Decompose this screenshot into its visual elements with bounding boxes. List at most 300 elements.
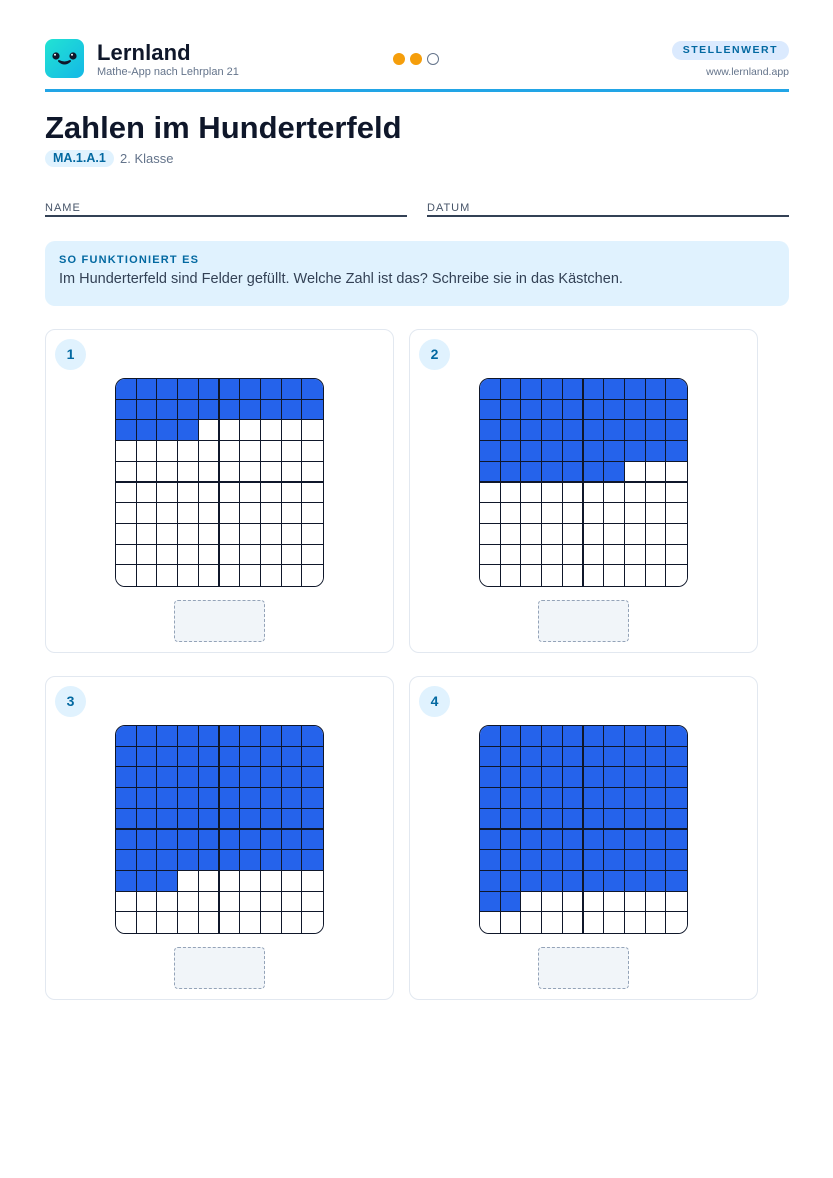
grid-cell-filled — [542, 441, 563, 462]
grid-cell-empty — [178, 441, 199, 462]
grid-cell-filled — [542, 809, 563, 830]
grid-cell-empty — [137, 892, 158, 913]
grid-cell-filled — [116, 747, 137, 768]
grid-cell-filled — [480, 400, 501, 421]
grade-label: 2. Klasse — [120, 151, 174, 166]
grid-cell-empty — [563, 892, 584, 913]
grid-cell-filled — [116, 850, 137, 871]
grid-cell-empty — [302, 912, 323, 933]
grid-cell-filled — [625, 420, 646, 441]
grid-cell-empty — [261, 462, 282, 483]
answer-box[interactable] — [538, 947, 629, 989]
grid-cell-empty — [521, 545, 542, 566]
grid-cell-empty — [178, 871, 199, 892]
grid-cell-filled — [116, 788, 137, 809]
grid-cell-empty — [157, 524, 178, 545]
grid-cell-filled — [178, 788, 199, 809]
grid-cell-filled — [604, 830, 625, 851]
grid-cell-filled — [542, 462, 563, 483]
grid-cell-filled — [199, 850, 220, 871]
grid-cell-empty — [220, 565, 241, 586]
grid-cell-filled — [521, 726, 542, 747]
grid-cell-empty — [584, 565, 605, 586]
task-card — [409, 676, 758, 1000]
grid-cell-filled — [240, 400, 261, 421]
grid-cell-filled — [220, 830, 241, 851]
grid-cell-empty — [480, 912, 501, 933]
grid-cell-empty — [240, 871, 261, 892]
grid-cell-empty — [584, 483, 605, 504]
name-field[interactable] — [45, 198, 407, 217]
task-number: 2 — [419, 339, 450, 370]
grid-cell-empty — [220, 503, 241, 524]
grid-cell-empty — [646, 565, 667, 586]
date-field[interactable] — [427, 198, 789, 217]
grid-cell-filled — [302, 379, 323, 400]
grid-cell-filled — [178, 379, 199, 400]
grid-cell-filled — [240, 726, 261, 747]
grid-cell-empty — [604, 483, 625, 504]
grid-cell-empty — [178, 565, 199, 586]
grid-cell-empty — [542, 524, 563, 545]
grid-cell-filled — [157, 809, 178, 830]
grid-cell-empty — [199, 545, 220, 566]
grid-cell-filled — [261, 400, 282, 421]
answer-box[interactable] — [174, 600, 265, 642]
grid-cell-filled — [137, 420, 158, 441]
grid-cell-empty — [521, 483, 542, 504]
grid-cell-filled — [521, 420, 542, 441]
grid-cell-filled — [282, 788, 303, 809]
grid-cell-filled — [480, 441, 501, 462]
grid-cell-filled — [666, 726, 687, 747]
grid-cell-empty — [302, 462, 323, 483]
grid-cell-filled — [625, 747, 646, 768]
grid-cell-empty — [646, 545, 667, 566]
grid-cell-empty — [302, 545, 323, 566]
grid-cell-empty — [178, 524, 199, 545]
grid-cell-empty — [542, 483, 563, 504]
grid-cell-filled — [261, 379, 282, 400]
grid-cell-empty — [521, 524, 542, 545]
grid-cell-filled — [501, 830, 522, 851]
grid-cell-filled — [261, 726, 282, 747]
grid-cell-empty — [282, 483, 303, 504]
grid-cell-filled — [178, 767, 199, 788]
grid-cell-empty — [116, 565, 137, 586]
grid-cell-empty — [625, 503, 646, 524]
grid-cell-empty — [625, 462, 646, 483]
grid-cell-filled — [282, 830, 303, 851]
grid-cell-filled — [302, 726, 323, 747]
grid-cell-filled — [501, 462, 522, 483]
grid-cell-filled — [137, 809, 158, 830]
grid-cell-filled — [116, 400, 137, 421]
grid-cell-empty — [625, 565, 646, 586]
grid-cell-empty — [542, 545, 563, 566]
grid-cell-filled — [521, 809, 542, 830]
grid-cell-empty — [240, 483, 261, 504]
grid-cell-filled — [604, 850, 625, 871]
grid-cell-empty — [220, 545, 241, 566]
grid-cell-empty — [480, 483, 501, 504]
grid-cell-empty — [584, 545, 605, 566]
grid-cell-filled — [646, 400, 667, 421]
grid-cell-filled — [157, 726, 178, 747]
grid-cell-empty — [157, 483, 178, 504]
grid-cell-empty — [240, 462, 261, 483]
grid-cell-filled — [501, 420, 522, 441]
grid-cell-empty — [157, 441, 178, 462]
grid-cell-filled — [604, 871, 625, 892]
grid-cell-filled — [480, 830, 501, 851]
grid-cell-empty — [116, 524, 137, 545]
grid-cell-filled — [542, 788, 563, 809]
grid-cell-empty — [604, 524, 625, 545]
grid-cell-filled — [501, 767, 522, 788]
grid-cell-empty — [584, 892, 605, 913]
grid-cell-empty — [157, 545, 178, 566]
grid-cell-filled — [521, 788, 542, 809]
grid-cell-filled — [116, 809, 137, 830]
topic-badge: STELLENWERT — [672, 41, 789, 60]
grid-cell-empty — [220, 441, 241, 462]
grid-cell-empty — [199, 441, 220, 462]
grid-cell-filled — [137, 830, 158, 851]
grid-cell-empty — [666, 503, 687, 524]
grid-cell-empty — [178, 462, 199, 483]
grid-cell-filled — [542, 379, 563, 400]
grid-cell-empty — [604, 545, 625, 566]
grid-cell-filled — [116, 726, 137, 747]
grid-cell-filled — [584, 809, 605, 830]
grid-cell-filled — [282, 726, 303, 747]
grid-cell-filled — [625, 850, 646, 871]
grid-cell-filled — [646, 809, 667, 830]
grid-cell-filled — [584, 747, 605, 768]
grid-cell-filled — [178, 830, 199, 851]
grid-cell-filled — [501, 892, 522, 913]
website-url: www.lernland.app — [706, 66, 789, 78]
grid-cell-empty — [178, 483, 199, 504]
grid-cell-empty — [220, 462, 241, 483]
grid-cell-empty — [261, 483, 282, 504]
grid-cell-filled — [220, 767, 241, 788]
grid-cell-filled — [282, 809, 303, 830]
grid-cell-filled — [666, 830, 687, 851]
grid-cell-empty — [157, 503, 178, 524]
grid-cell-filled — [646, 441, 667, 462]
grid-cell-filled — [282, 747, 303, 768]
grid-cell-filled — [240, 788, 261, 809]
grid-cell-empty — [521, 503, 542, 524]
grid-cell-filled — [480, 871, 501, 892]
grid-cell-filled — [157, 420, 178, 441]
grid-cell-empty — [261, 545, 282, 566]
grid-cell-empty — [563, 524, 584, 545]
grid-cell-filled — [302, 747, 323, 768]
grid-cell-empty — [137, 441, 158, 462]
grid-cell-empty — [261, 420, 282, 441]
grid-cell-filled — [563, 850, 584, 871]
grid-cell-filled — [584, 462, 605, 483]
grid-cell-empty — [137, 545, 158, 566]
grid-cell-filled — [116, 420, 137, 441]
grid-cell-empty — [240, 420, 261, 441]
grid-cell-filled — [563, 462, 584, 483]
grid-cell-filled — [501, 379, 522, 400]
grid-cell-filled — [480, 462, 501, 483]
grid-cell-filled — [625, 441, 646, 462]
grid-cell-empty — [563, 545, 584, 566]
grid-cell-empty — [480, 524, 501, 545]
grid-cell-filled — [604, 441, 625, 462]
grid-cell-filled — [116, 871, 137, 892]
grid-cell-empty — [584, 912, 605, 933]
grid-cell-empty — [501, 912, 522, 933]
grid-cell-empty — [302, 871, 323, 892]
grid-cell-filled — [178, 809, 199, 830]
grid-cell-empty — [137, 483, 158, 504]
grid-cell-filled — [625, 809, 646, 830]
grid-cell-filled — [302, 400, 323, 421]
grid-cell-empty — [137, 565, 158, 586]
grid-cell-empty — [625, 912, 646, 933]
grid-cell-filled — [240, 850, 261, 871]
grid-cell-empty — [480, 503, 501, 524]
grid-cell-filled — [282, 400, 303, 421]
grid-cell-filled — [261, 850, 282, 871]
grid-cell-filled — [542, 850, 563, 871]
hundred-grid — [479, 378, 688, 587]
grid-cell-filled — [240, 747, 261, 768]
grid-cell-empty — [604, 892, 625, 913]
grid-cell-empty — [220, 420, 241, 441]
grid-cell-empty — [157, 912, 178, 933]
grid-cell-empty — [282, 420, 303, 441]
grid-cell-filled — [116, 830, 137, 851]
grid-cell-filled — [666, 379, 687, 400]
grid-cell-filled — [625, 830, 646, 851]
grid-cell-filled — [604, 767, 625, 788]
grid-cell-empty — [137, 524, 158, 545]
grid-cell-empty — [521, 912, 542, 933]
grid-cell-filled — [521, 747, 542, 768]
instructions-heading: SO FUNKTIONIERT ES — [59, 254, 200, 266]
grid-cell-empty — [604, 912, 625, 933]
grid-cell-empty — [584, 524, 605, 545]
grid-cell-filled — [261, 767, 282, 788]
curriculum-code-badge: MA.1.A.1 — [45, 150, 114, 167]
grid-cell-empty — [199, 503, 220, 524]
grid-cell-filled — [501, 400, 522, 421]
grid-cell-filled — [646, 830, 667, 851]
grid-cell-filled — [563, 809, 584, 830]
grid-cell-empty — [625, 483, 646, 504]
grid-cell-empty — [625, 524, 646, 545]
grid-cell-filled — [199, 809, 220, 830]
grid-cell-empty — [282, 524, 303, 545]
grid-cell-filled — [302, 767, 323, 788]
grid-cell-filled — [480, 892, 501, 913]
grid-cell-empty — [261, 912, 282, 933]
grid-cell-filled — [584, 830, 605, 851]
grid-cell-empty — [521, 892, 542, 913]
grid-cell-filled — [480, 788, 501, 809]
grid-cell-empty — [646, 912, 667, 933]
grid-cell-filled — [261, 830, 282, 851]
grid-cell-empty — [199, 524, 220, 545]
grid-cell-filled — [116, 767, 137, 788]
grid-cell-filled — [625, 400, 646, 421]
grid-cell-empty — [501, 524, 522, 545]
grid-cell-filled — [220, 726, 241, 747]
grid-cell-filled — [199, 830, 220, 851]
grid-cell-empty — [199, 565, 220, 586]
grid-cell-filled — [542, 420, 563, 441]
grid-cell-filled — [261, 809, 282, 830]
grid-cell-filled — [521, 462, 542, 483]
grid-cell-filled — [501, 747, 522, 768]
grid-cell-empty — [157, 462, 178, 483]
answer-box[interactable] — [174, 947, 265, 989]
grid-cell-empty — [178, 545, 199, 566]
grid-cell-filled — [604, 420, 625, 441]
grid-cell-filled — [646, 420, 667, 441]
grid-cell-filled — [501, 726, 522, 747]
grid-cell-filled — [240, 830, 261, 851]
grid-cell-filled — [178, 726, 199, 747]
grid-cell-empty — [563, 912, 584, 933]
grid-cell-empty — [199, 483, 220, 504]
name-field-label: NAME — [45, 202, 81, 214]
grid-cell-filled — [666, 850, 687, 871]
page-title: Zahlen im Hunderterfeld — [45, 110, 402, 145]
grid-cell-empty — [625, 545, 646, 566]
grid-cell-empty — [666, 545, 687, 566]
task-card — [409, 329, 758, 653]
grid-cell-filled — [625, 767, 646, 788]
grid-cell-filled — [625, 726, 646, 747]
grid-cell-empty — [240, 892, 261, 913]
grid-cell-empty — [199, 420, 220, 441]
grid-cell-filled — [584, 850, 605, 871]
grid-cell-empty — [282, 871, 303, 892]
grid-cell-filled — [480, 809, 501, 830]
grid-cell-filled — [666, 767, 687, 788]
grid-cell-filled — [199, 747, 220, 768]
grid-cell-empty — [625, 892, 646, 913]
grid-cell-empty — [302, 483, 323, 504]
grid-cell-filled — [157, 830, 178, 851]
grid-cell-empty — [116, 503, 137, 524]
grid-cell-filled — [625, 871, 646, 892]
instructions-text: Im Hunderterfeld sind Felder gefüllt. Welche Zahl ist das? Schreibe sie in das Kästchen. — [59, 271, 623, 287]
grid-cell-empty — [521, 565, 542, 586]
grid-cell-filled — [563, 726, 584, 747]
grid-cell-empty — [604, 565, 625, 586]
grid-cell-filled — [584, 420, 605, 441]
grid-cell-filled — [646, 788, 667, 809]
grid-cell-filled — [501, 809, 522, 830]
grid-cell-filled — [137, 788, 158, 809]
task-number: 3 — [55, 686, 86, 717]
instructions-box — [45, 241, 789, 306]
grid-cell-empty — [666, 912, 687, 933]
grid-cell-filled — [480, 379, 501, 400]
grid-cell-filled — [178, 850, 199, 871]
worksheet-header — [45, 38, 789, 78]
grid-cell-empty — [240, 565, 261, 586]
grid-cell-filled — [199, 767, 220, 788]
grid-cell-filled — [521, 871, 542, 892]
grid-cell-filled — [199, 726, 220, 747]
answer-box[interactable] — [538, 600, 629, 642]
grid-cell-filled — [240, 767, 261, 788]
grid-cell-empty — [240, 503, 261, 524]
grid-cell-filled — [604, 462, 625, 483]
grid-cell-empty — [646, 524, 667, 545]
grid-cell-filled — [282, 379, 303, 400]
grid-cell-filled — [137, 379, 158, 400]
grid-cell-filled — [199, 379, 220, 400]
grid-cell-filled — [542, 400, 563, 421]
grid-cell-filled — [521, 830, 542, 851]
grid-cell-empty — [178, 503, 199, 524]
grid-cell-filled — [584, 726, 605, 747]
grid-cell-filled — [302, 830, 323, 851]
grid-cell-empty — [542, 565, 563, 586]
hundred-grid — [479, 725, 688, 934]
grid-cell-empty — [563, 503, 584, 524]
header-divider — [45, 89, 789, 92]
grid-cell-filled — [137, 747, 158, 768]
grid-cell-empty — [116, 892, 137, 913]
grid-cell-empty — [542, 503, 563, 524]
grid-cell-empty — [501, 565, 522, 586]
grid-cell-empty — [666, 565, 687, 586]
grid-cell-empty — [666, 462, 687, 483]
grid-cell-filled — [220, 809, 241, 830]
grid-cell-empty — [220, 871, 241, 892]
grid-cell-filled — [542, 871, 563, 892]
grid-cell-filled — [501, 441, 522, 462]
grid-cell-filled — [521, 767, 542, 788]
grid-cell-empty — [480, 565, 501, 586]
grid-cell-empty — [480, 545, 501, 566]
grid-cell-empty — [157, 565, 178, 586]
progress-dot-empty — [427, 53, 439, 65]
grid-cell-filled — [521, 850, 542, 871]
hundred-grid — [115, 725, 324, 934]
grid-cell-empty — [137, 912, 158, 933]
brand-tagline: Mathe-App nach Lehrplan 21 — [97, 66, 239, 78]
grid-cell-filled — [480, 850, 501, 871]
grid-cell-empty — [666, 524, 687, 545]
grid-cell-empty — [199, 912, 220, 933]
grid-cell-filled — [302, 809, 323, 830]
grid-cell-empty — [261, 565, 282, 586]
grid-cell-empty — [261, 892, 282, 913]
grid-cell-empty — [157, 892, 178, 913]
grid-cell-filled — [220, 747, 241, 768]
grid-cell-empty — [302, 503, 323, 524]
progress-dots — [393, 53, 439, 65]
grid-cell-filled — [302, 850, 323, 871]
grid-cell-empty — [220, 892, 241, 913]
grid-cell-filled — [563, 420, 584, 441]
grid-cell-filled — [501, 850, 522, 871]
